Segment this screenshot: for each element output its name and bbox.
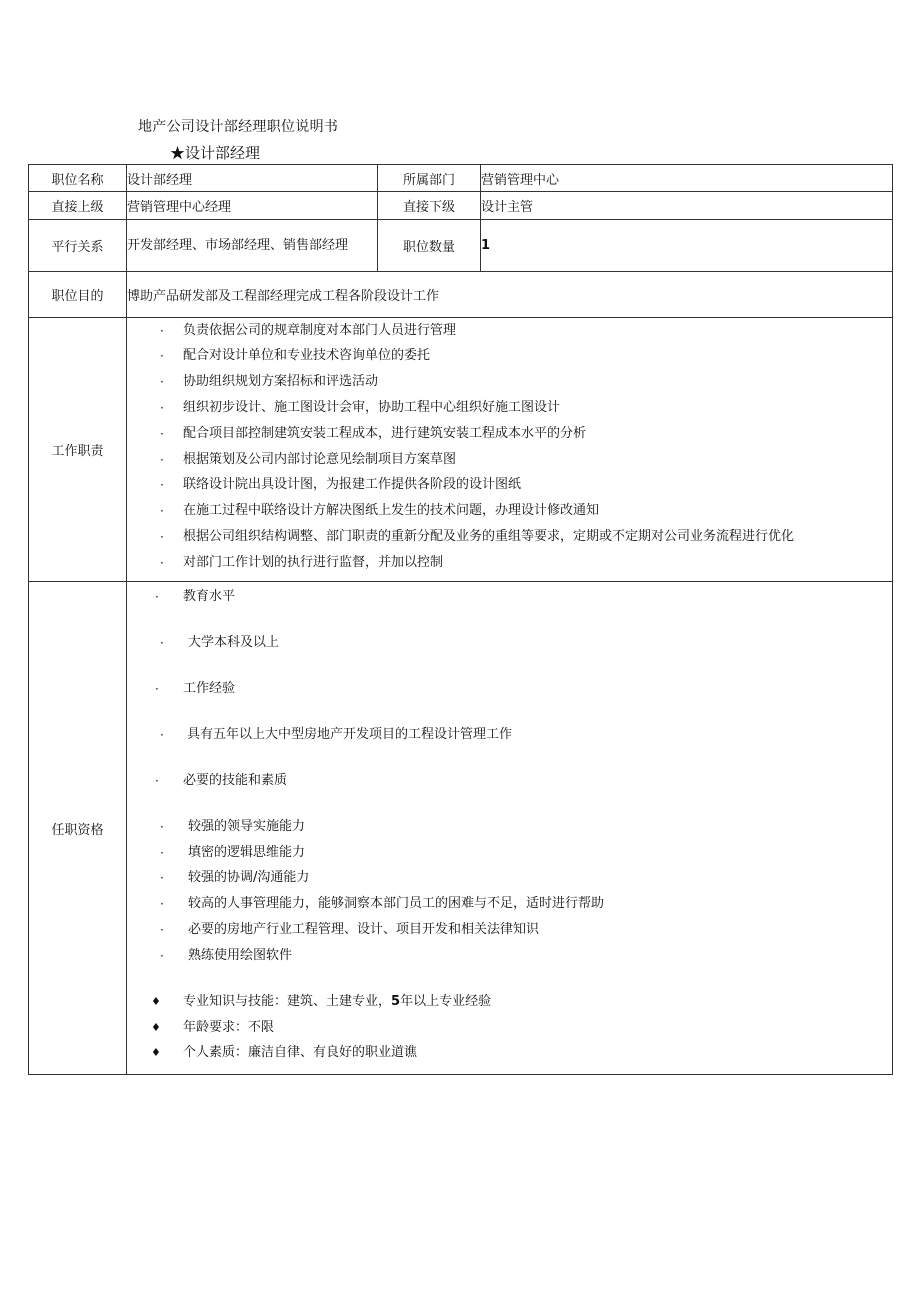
duty-item: [127, 424, 892, 450]
skill-item: [127, 817, 892, 843]
duty-text: 协助组织规划方案招标和评选活动: [183, 374, 379, 390]
duties-label: 工作职责: [29, 318, 127, 582]
row-position-name: [29, 165, 893, 192]
row-purpose: [29, 272, 893, 318]
personal-item: [127, 1043, 892, 1069]
other-skills-suffix: 年以上专业经验: [400, 993, 492, 1009]
duty-text: 配合对设计单位和专业技术咨询单位的委托: [183, 348, 431, 364]
diamond-bullet-icon: ♦: [151, 1046, 161, 1060]
parallel-value: 开发部经理、市场部经理、销售部经理: [127, 220, 378, 272]
bullet: ·: [160, 529, 164, 544]
skill-text: 较强的协调/沟通能力: [188, 870, 310, 886]
skill-text: 填密的逻辑思维能力: [188, 844, 306, 860]
education-value-item: [127, 633, 892, 679]
experience-heading: 工作经验: [183, 680, 236, 696]
direct-superior-label: 直接上级: [29, 192, 127, 220]
duty-item: [127, 475, 892, 501]
skill-text: 必要的房地产行业工程管理、设计、项目开发和相关法律知识: [188, 922, 540, 937]
other-skills-prefix: 专业知识与技能：建筑、土建专业，: [183, 993, 392, 1009]
bullet: ·: [160, 375, 164, 390]
duties-cell: [127, 318, 893, 582]
bullet: ·: [160, 897, 164, 912]
skill-text: 较高的人事管理能力，能够洞察本部门员工的困难与不足，适时进行帮助: [188, 896, 605, 912]
bullet: ·: [160, 504, 164, 519]
department-label: 所属部门: [378, 165, 481, 192]
skill-item: [127, 894, 892, 920]
purpose-value: 博助产品研发部及工程部经理完成工程各阶段设计工作: [127, 272, 893, 318]
purpose-label: 职位目的: [29, 272, 127, 318]
direct-subordinate-label: 直接下级: [378, 192, 481, 220]
qualifications-list: [127, 587, 892, 1069]
experience-value: 具有五年以上大中型房地产开发项目的工程设计管理工作: [187, 726, 513, 742]
bullet: ·: [160, 478, 164, 493]
bullet: ·: [155, 773, 159, 788]
direct-subordinate-value: 设计主管: [481, 192, 893, 220]
bullet: ·: [160, 452, 164, 467]
personal-text: 个人素质：廉洁自律、有良好的职业道谯: [183, 1045, 418, 1061]
diamond-bullet-icon: ♦: [151, 1020, 161, 1034]
position-name-value: 设计部经理: [127, 165, 378, 192]
duty-item: [127, 450, 892, 476]
skill-item: [127, 843, 892, 869]
duty-text: 根据策划及公司内部讨论意见绘制项目方案草图: [183, 451, 457, 467]
bullet: ·: [160, 871, 164, 886]
skill-item: [127, 946, 892, 992]
row-superior: [29, 192, 893, 220]
duty-text: 根据公司组织结构调整、部门职责的重新分配及业务的重组等要求，定期或不定期对公司业务流程进行优化: [183, 528, 795, 544]
duties-list: [127, 321, 892, 579]
duty-text: 对部门工作计划的执行进行监督，并加以控制: [183, 554, 444, 570]
duty-item: [127, 321, 892, 347]
experience-value-item: [127, 725, 892, 771]
duty-text: 配合项目部控制建筑安装工程成本，进行建筑安装工程成本水平的分析: [183, 425, 587, 441]
duty-item: [127, 501, 892, 527]
diamond-bullet-icon: ♦: [151, 994, 161, 1008]
duty-item: [127, 346, 892, 372]
job-description-table: [28, 164, 893, 1075]
row-duties: [29, 318, 893, 582]
experience-heading-item: [127, 679, 892, 725]
bullet: ·: [160, 635, 164, 650]
bullet: ·: [160, 819, 164, 834]
qualifications-cell: [127, 582, 893, 1075]
duty-text: 联络设计院出具设计图，为报建工作提供各阶段的设计图纸: [183, 477, 522, 493]
bullet: ·: [160, 923, 164, 937]
skill-text: 熟练使用绘图软件: [188, 947, 293, 963]
duty-text: 负责依据公司的规章制度对本部门人员进行管理: [183, 322, 457, 338]
skills-heading: 必要的技能和素质: [183, 772, 288, 788]
bullet: ·: [160, 426, 164, 441]
bullet: ·: [160, 948, 164, 963]
row-parallel: [29, 220, 893, 272]
bullet: ·: [160, 555, 164, 570]
skill-item: [127, 868, 892, 894]
parallel-label: 平行关系: [29, 220, 127, 272]
duty-item: [127, 398, 892, 424]
duty-text: 在施工过程中联络设计方解决图纸上发生的技术问题，办理设计修改通知: [183, 503, 600, 519]
document-subtitle: ★设计部经理: [170, 144, 261, 162]
document-title: 地产公司设计部经理职位说明书: [138, 119, 339, 135]
bullet: ·: [160, 349, 164, 364]
education-heading-item: [127, 587, 892, 633]
bullet: ·: [160, 845, 164, 860]
age-text: 年龄要求：不限: [183, 1019, 275, 1035]
position-name-label: 职位名称: [29, 165, 127, 192]
qualifications-label: 任职资格: [29, 582, 127, 1075]
bullet: ·: [155, 589, 159, 604]
duty-item: [127, 372, 892, 398]
bullet: ·: [160, 400, 164, 415]
headcount-label: 职位数量: [378, 220, 481, 272]
duty-item: [127, 527, 892, 553]
bullet: ·: [160, 323, 164, 338]
skill-item: [127, 920, 892, 946]
education-value: 大学本科及以上: [188, 634, 280, 650]
other-skills-item: [127, 992, 892, 1018]
duty-item: [127, 553, 892, 579]
bullet: ·: [160, 727, 164, 742]
duty-text: 组织初步设计、施工图设计会审，协助工程中心组织好施工图设计: [183, 399, 561, 415]
skills-heading-item: [127, 771, 892, 817]
skill-text: 较强的领导实施能力: [188, 818, 306, 834]
department-value: 营销管理中心: [481, 165, 893, 192]
education-heading: 教育水平: [183, 588, 236, 604]
direct-superior-value: 营销管理中心经理: [127, 192, 378, 220]
other-skills-number: 5: [391, 993, 401, 1009]
headcount-value: 1: [481, 220, 893, 272]
row-qualifications: [29, 582, 893, 1075]
age-item: [127, 1018, 892, 1044]
bullet: ·: [155, 681, 159, 696]
